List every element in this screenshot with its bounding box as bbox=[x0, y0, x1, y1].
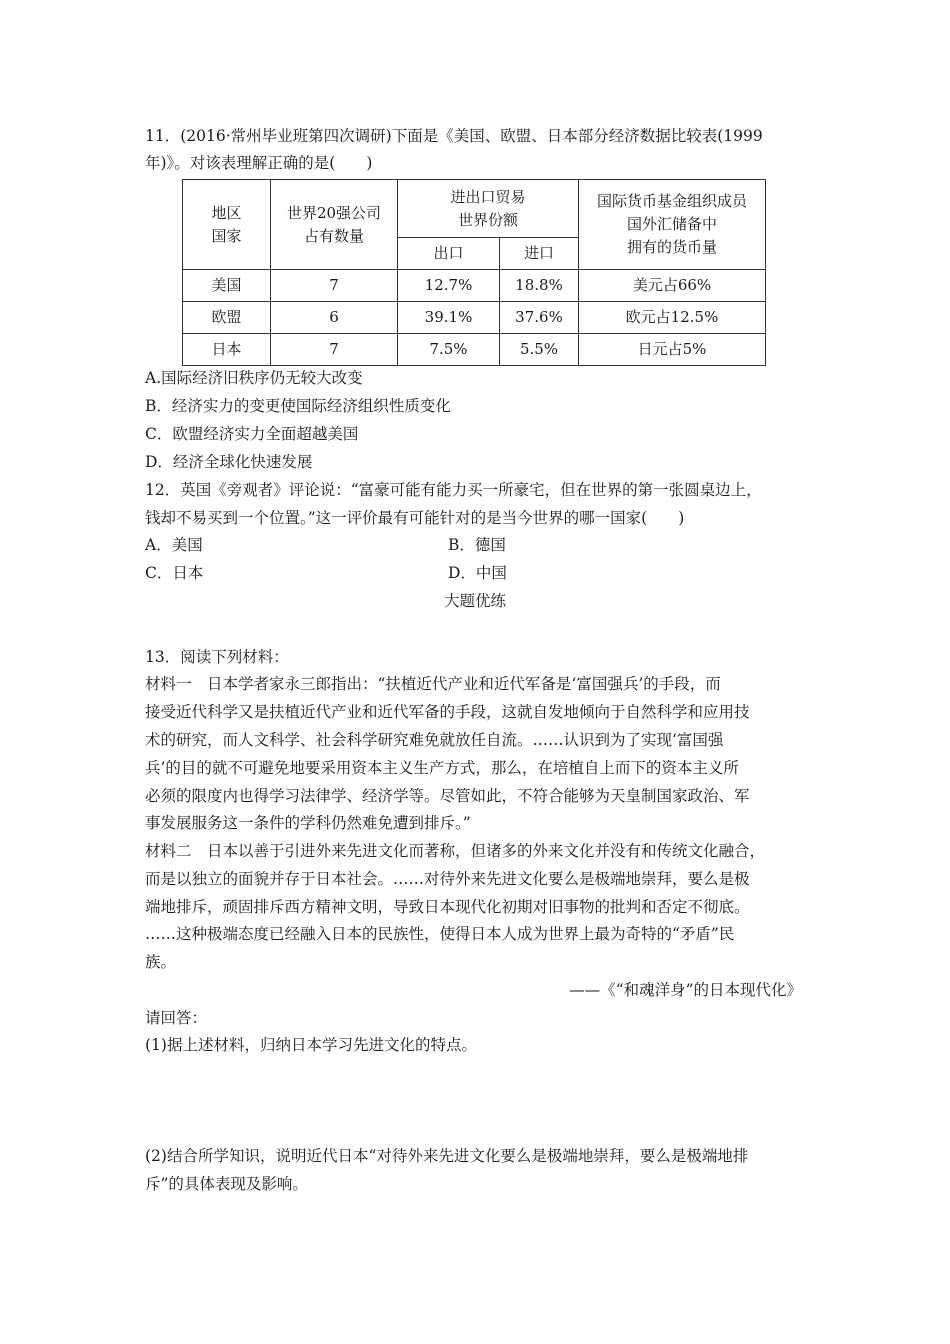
header-trade: 进出口贸易 世界份额 bbox=[398, 180, 579, 238]
cell-currency: 美元占66% bbox=[579, 270, 766, 302]
q12-option-c: C．日本 bbox=[145, 564, 204, 582]
q11-option-d: D．经济全球化快速发展 bbox=[145, 453, 313, 471]
cell-region: 美国 bbox=[183, 270, 271, 302]
material2-line: 族。 bbox=[145, 953, 177, 971]
cell-export: 39.1% bbox=[398, 302, 500, 334]
cell-count: 6 bbox=[271, 302, 398, 334]
q13-sub2-line2: 斥”的具体表现及影响。 bbox=[145, 1175, 308, 1193]
section-title: 大题优练 bbox=[443, 592, 506, 610]
q12-stem-line1: 12．英国《旁观者》评论说：“富豪可能有能力买一所豪宅，但在世界的第一张圆桌边上， bbox=[145, 481, 762, 499]
cell-currency: 欧元占12.5% bbox=[579, 302, 766, 334]
q11-option-b: B．经济实力的变更使国际经济组织性质变化 bbox=[145, 397, 451, 415]
header-region: 地区 国家 bbox=[183, 180, 271, 270]
q11-stem-line1: 11．(2016·常州毕业班第四次调研)下面是《美国、欧盟、日本部分经济数据比较表(1999 bbox=[145, 127, 763, 145]
material1-line: 必须的限度内也得学习法律学、经济学等。尽管如此，不符合能够为天皇制国家政治、军 bbox=[145, 787, 750, 805]
material1-line: 事发展服务这一条件的学科仍然难免遭到排斥。” bbox=[145, 814, 471, 832]
table-row bbox=[183, 302, 766, 334]
q12-stem-line2: 钱却不易买到一个位置。”这一评价最有可能针对的是当今世界的哪一国家( ) bbox=[145, 509, 685, 527]
header-import: 进口 bbox=[500, 238, 579, 270]
material1-line: 兵’的目的就不可避免地要采用资本主义生产方式，那么，在培植自上而下的资本主义所 bbox=[145, 759, 739, 777]
material2-line: 而是以独立的面貌并存于日本社会。……对待外来先进文化要么是极端地崇拜，要么是极 bbox=[145, 870, 750, 888]
material2-line: ……这种极端态度已经融入日本的民族性，使得日本人成为世界上最为奇特的“矛盾”民 bbox=[145, 925, 735, 943]
cell-import: 37.6% bbox=[500, 302, 579, 334]
q13-sub1: (1)据上述材料，归纳日本学习先进文化的特点。 bbox=[145, 1036, 477, 1054]
header-top20: 世界20强公司 占有数量 bbox=[271, 180, 398, 270]
q11-stem-line2: 年)》。对该表理解正确的是( ) bbox=[145, 154, 373, 172]
q13-intro: 13．阅读下列材料： bbox=[145, 648, 289, 666]
material1-line: 接受近代科学又是扶植近代产业和近代军备的手段，这就自发地倾向于自然科学和应用技 bbox=[145, 703, 750, 721]
cell-import: 18.8% bbox=[500, 270, 579, 302]
q11-option-c: C．欧盟经济实力全面超越美国 bbox=[145, 425, 359, 443]
q12-option-b: B．德国 bbox=[448, 536, 506, 554]
material-source: ——《“和魂洋身”的日本现代化》 bbox=[569, 981, 802, 999]
q13-sub2-line1: (2)结合所学知识，说明近代日本“对待外来先进文化要么是极端地崇拜，要么是极端地排 bbox=[145, 1147, 749, 1165]
q12-option-a: A．美国 bbox=[145, 536, 203, 554]
cell-count: 7 bbox=[271, 334, 398, 366]
header-imf: 国际货币基金组织成员 国外汇储备中 拥有的货币量 bbox=[579, 180, 766, 270]
cell-export: 12.7% bbox=[398, 270, 500, 302]
q13-prompt: 请回答： bbox=[145, 1009, 208, 1027]
cell-currency: 日元占5% bbox=[579, 334, 766, 366]
economic-data-table bbox=[182, 179, 766, 366]
cell-region: 欧盟 bbox=[183, 302, 271, 334]
cell-export: 7.5% bbox=[398, 334, 500, 366]
q11-option-a: A.国际经济旧秩序仍无较大改变 bbox=[145, 369, 363, 387]
material2-line: 端地排斥，顽固排斥西方精神文明，导致日本现代化初期对旧事物的批判和否定不彻底。 bbox=[145, 898, 750, 916]
material1-line: 术的研究，而人文科学、社会科学研究难免就放任自流。……认识到为了实现‘富国强 bbox=[145, 731, 724, 749]
table-row bbox=[183, 334, 766, 366]
header-export: 出口 bbox=[398, 238, 500, 270]
table-row bbox=[183, 270, 766, 302]
cell-region: 日本 bbox=[183, 334, 271, 366]
material2-line: 材料二 日本以善于引进外来先进文化而著称，但诸多的外来文化并没有和传统文化融合， bbox=[145, 842, 766, 860]
cell-count: 7 bbox=[271, 270, 398, 302]
q12-option-d: D．中国 bbox=[448, 564, 507, 582]
material1-line: 材料一 日本学者家永三郎指出：“扶植近代产业和近代军备是‘富国强兵’的手段，而 bbox=[145, 675, 721, 693]
cell-import: 5.5% bbox=[500, 334, 579, 366]
